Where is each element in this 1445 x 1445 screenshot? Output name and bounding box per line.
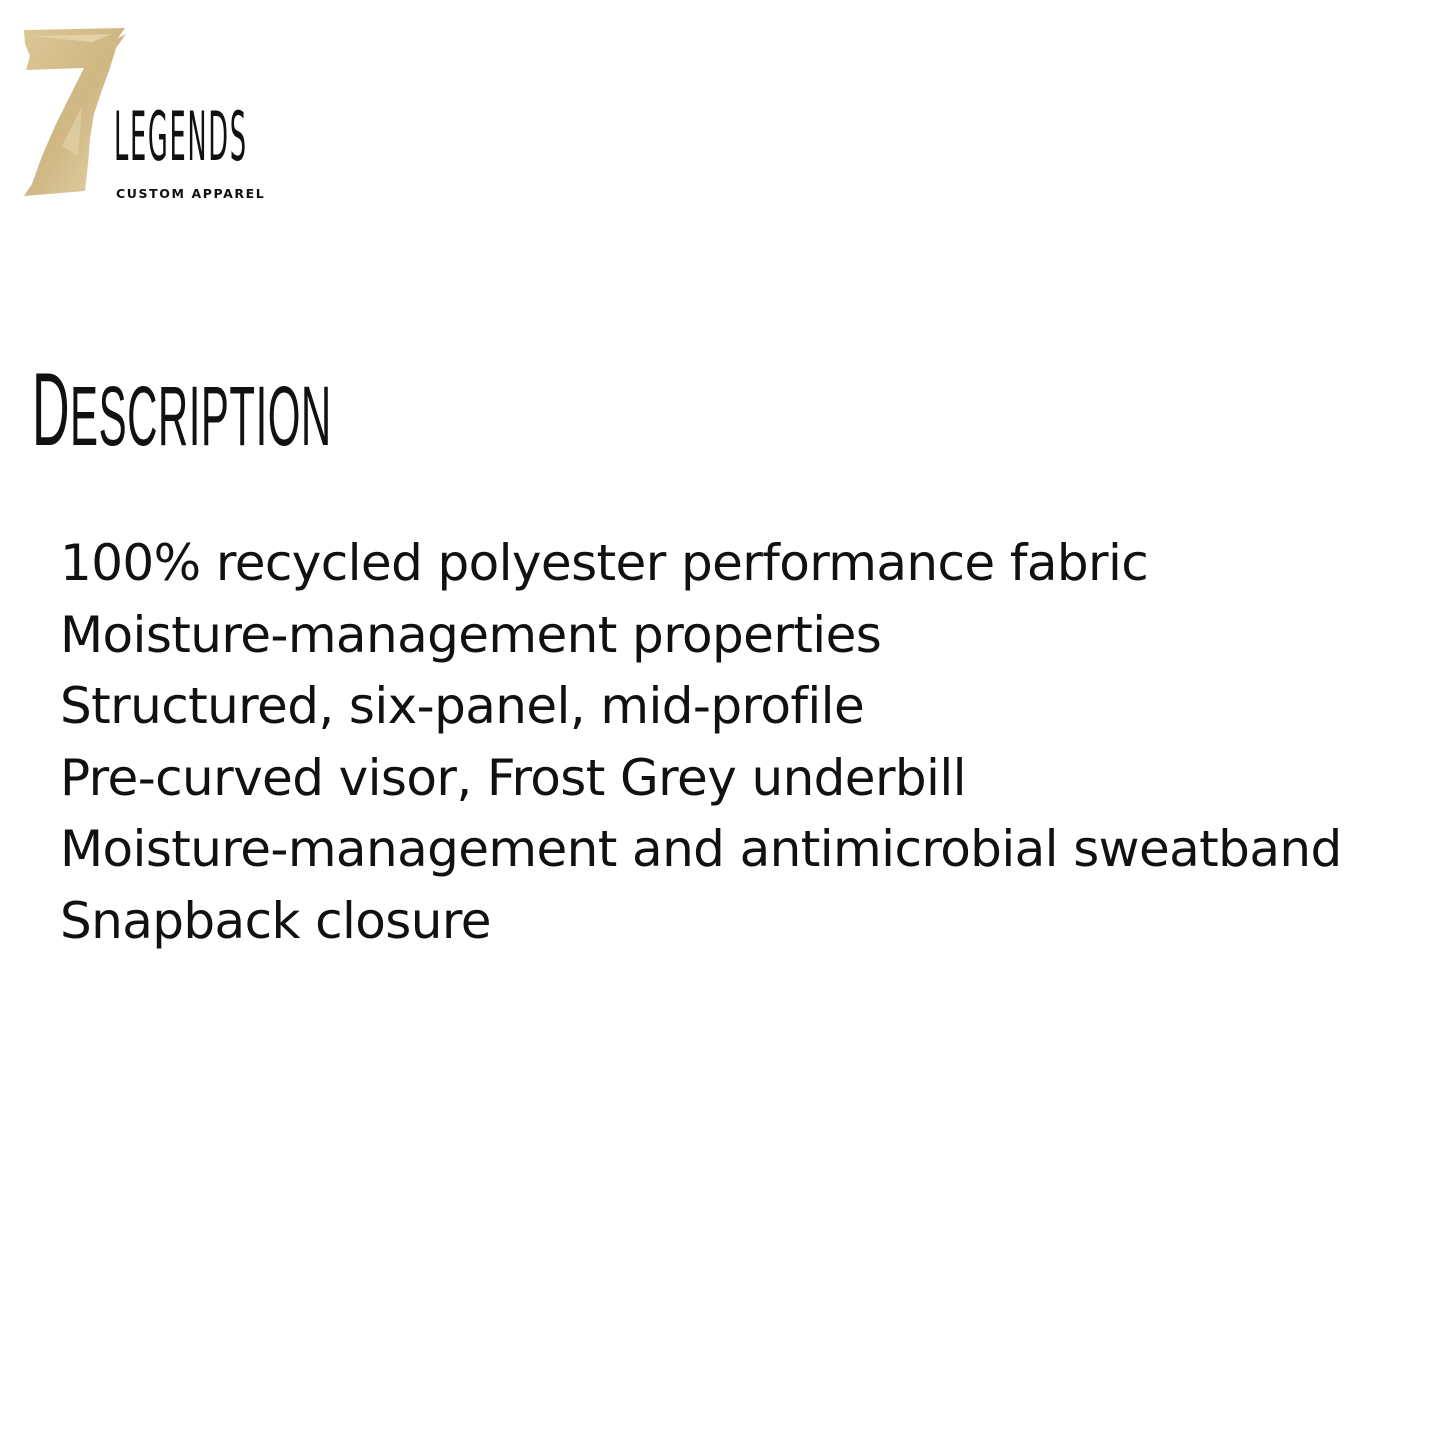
feature-list xyxy=(60,528,1342,957)
section-title: DESCRIPTION xyxy=(32,352,332,468)
brand-logo xyxy=(22,26,272,201)
list-item: 100% recycled polyester performance fabric xyxy=(60,534,1149,592)
list-item: Snapback closure xyxy=(60,891,491,950)
list-item: Structured, six-panel, mid-profile xyxy=(60,677,865,735)
list-item: Moisture-management properties xyxy=(60,605,882,664)
logo-subtitle: CUSTOM APPAREL xyxy=(116,186,266,201)
logo-wordmark: LEGENDS xyxy=(114,98,248,177)
list-item: Moisture-management and antimicrobial sweatband xyxy=(60,820,1342,878)
list-item: Pre-curved visor, Frost Grey underbill xyxy=(60,748,966,807)
